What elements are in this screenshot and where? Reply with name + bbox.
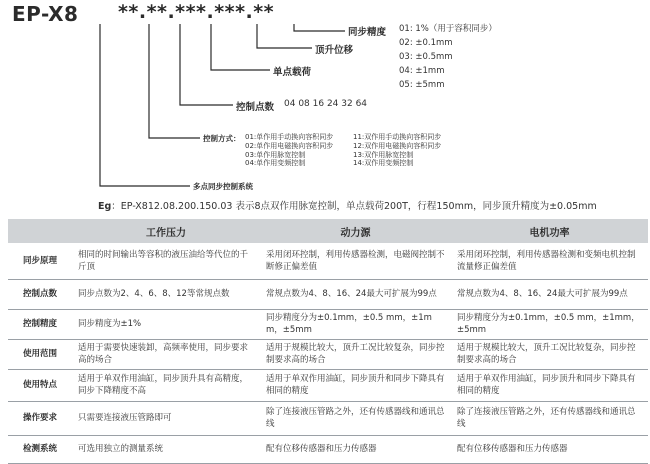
table-row: [8, 309, 648, 339]
table-row: [8, 243, 648, 279]
table-cell: 同步点数为2、4、6、8、12等常规点数: [72, 279, 260, 309]
table-cell: 适用于规模比较大，顶升工况比较复杂，同步控制要求高的场合: [260, 339, 451, 369]
line-control-mode: [149, 24, 200, 138]
comparison-table: [8, 219, 648, 464]
table-cell: 配有位移传感器和压力传感器: [451, 435, 648, 463]
control-mode-item: 03:单作用脉宽控制: [245, 150, 306, 159]
table-row: [8, 401, 648, 435]
table-row: [8, 369, 648, 401]
precision-option: 05: ±5mm: [399, 80, 445, 90]
example-text: ：EP-X812.08.200.150.03 表示8点双作用脉宽控制，单点载荷200T，行程150mm，同步顶升精度为±0.05mm: [111, 201, 597, 212]
label-control-points: 控制点数: [236, 102, 275, 113]
table-cell: 除了连接液压管路之外，还有传感器线和通讯总线: [260, 401, 451, 435]
table-cell: 常规点数为4、8、16、24最大可扩展为99点: [260, 279, 451, 309]
line-sync-precision: [294, 24, 345, 31]
header-motor-power: 电机功率: [451, 219, 648, 243]
table-cell: 除了连接液压管路之外，还有传感器线和通讯总线: [451, 401, 648, 435]
control-mode-item: 01:单作用手动换向容积同步: [245, 133, 334, 141]
row-label: 控制点数: [8, 279, 72, 309]
table-header-row: [8, 219, 648, 243]
row-label: 控制精度: [8, 309, 72, 339]
model-code-pattern: **.**.***.***.**: [118, 1, 275, 23]
example-prefix: Eg: [98, 201, 112, 212]
table-cell: 相同的时间输出等容积的液压油给等代位的千斤顶: [72, 243, 260, 279]
precision-option: 04: ±1mm: [399, 66, 445, 76]
label-lift-displacement: 顶升位移: [315, 45, 354, 56]
table-cell: 常规点数为4、8、16、24最大可扩展为99点: [451, 279, 648, 309]
control-mode-item: 02:单作用电磁换向容积同步: [245, 141, 334, 150]
table-cell: 配有位移传感器和压力传感器: [260, 435, 451, 463]
table-row: [8, 279, 648, 309]
header-corner: [8, 219, 72, 243]
table-cell: 适用于单双作用油缸，同步顶升具有高精度，同步下降精度不高: [72, 369, 260, 401]
control-mode-item: 04:单作用变频控制: [245, 159, 306, 168]
precision-option: 03: ±0.5mm: [399, 52, 453, 62]
control-points-values: 04 08 16 24 32 64: [284, 99, 368, 109]
table-cell: 采用闭环控制，利用传感器检测，电磁阀控制不断修正偏差值: [260, 243, 451, 279]
table-cell: 适用于单双作用油缸，同步顶升和同步下降具有相同的精度: [451, 369, 648, 401]
table-cell: 同步精度为±1%: [72, 309, 260, 339]
label-single-load: 单点载荷: [273, 67, 312, 78]
label-sync-precision: 同步精度: [348, 27, 387, 38]
precision-option: 01: 1%（用于容积同步）: [399, 24, 497, 34]
table-cell: 同步精度分为±0.1mm，±0.5 mm，±1mm，±5mm: [260, 309, 451, 339]
row-label: 使用范围: [8, 339, 72, 369]
table-cell: 可选用独立的测量系统: [72, 435, 260, 463]
line-single-load: [211, 24, 270, 70]
control-mode-item: 14:双作用变频控制: [353, 159, 414, 168]
control-mode-item: 12:双作用电磁换向容积同步: [353, 141, 442, 150]
label-system-name: 多点同步控制系统: [193, 182, 253, 191]
table-row: [8, 435, 648, 463]
precision-option: 02: ±0.1mm: [399, 38, 453, 48]
table-cell: 适用于单双作用油缸，同步顶升和同步下降具有相同的精度: [260, 369, 451, 401]
example-line: [98, 198, 597, 212]
table-cell: 适用于需要快速装卸，高频率使用，同步要求高的场合: [72, 339, 260, 369]
table-cell: 采用闭环控制，利用传感器检测和变频电机控制流量修正偏差值: [451, 243, 648, 279]
control-modes-single: [245, 133, 333, 168]
row-label: 操作要求: [8, 401, 72, 435]
table-cell: 同步精度分为±0.1mm，±0.5 mm，±1mm，±5mm: [451, 309, 648, 339]
line-control-points: [180, 24, 233, 105]
table-cell: 适用于规模比较大，顶升工况比较复杂，同步控制要求高的场合: [451, 339, 648, 369]
row-label: 检测系统: [8, 435, 72, 463]
line-system: [100, 24, 190, 186]
header-power-source: 动力源: [260, 219, 451, 243]
control-modes-double: [353, 133, 441, 168]
control-mode-item: 13:双作用脉宽控制: [353, 150, 414, 159]
line-lift-displacement: [257, 24, 312, 48]
control-mode-item: 11:双作用手动换向容积同步: [353, 133, 442, 141]
precision-options: [399, 22, 497, 92]
model-name: EP-X8: [12, 2, 79, 26]
header-working-pressure: 工作压力: [72, 219, 260, 243]
row-label: 使用特点: [8, 369, 72, 401]
row-label: 同步原理: [8, 243, 72, 279]
table-cell: 只需要连接液压管路即可: [72, 401, 260, 435]
label-control-mode: 控制方式：: [203, 134, 241, 143]
table-row: [8, 339, 648, 369]
